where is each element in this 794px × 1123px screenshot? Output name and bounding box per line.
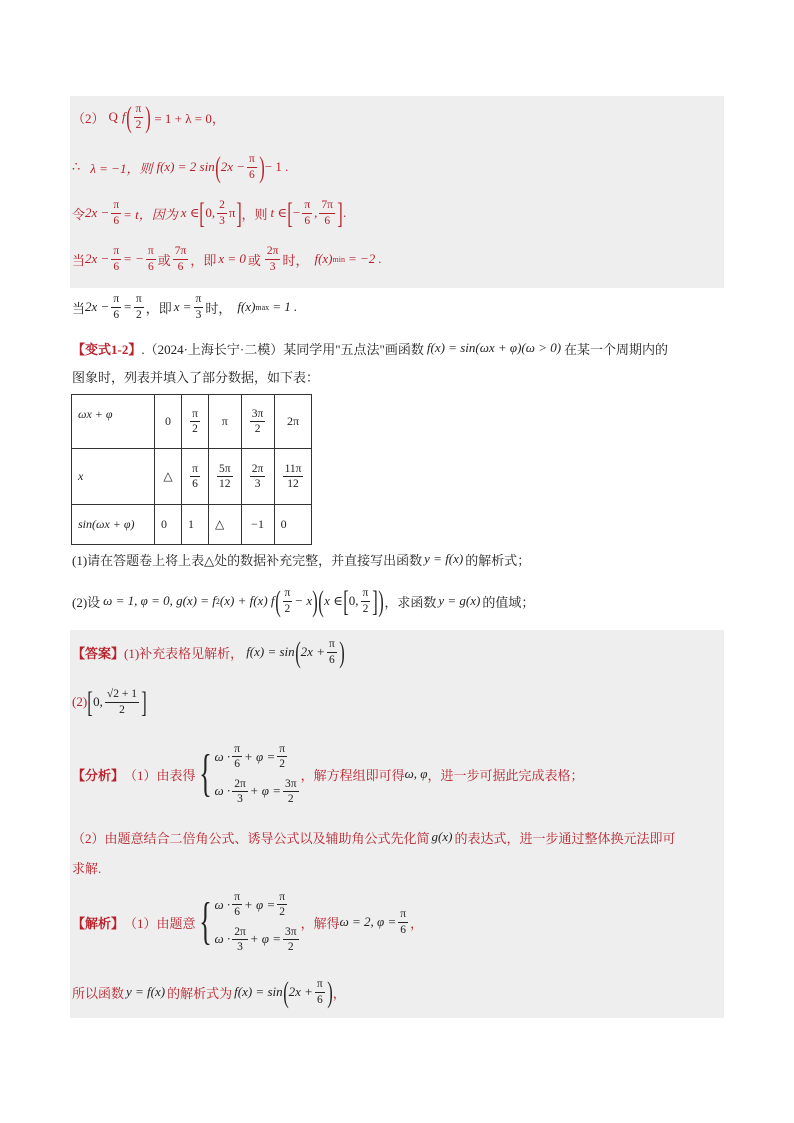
prev-line-5: 当 2x − $\frac{\pi}{6}$ = $\frac{\pi}{2}$ ，即 x = $\frac{\pi}{3}$ 时， f(x) max = 1 . bbox=[72, 293, 298, 321]
table-cell: $\frac{2\pi}{3}$ bbox=[241, 449, 274, 505]
answer-panel bbox=[70, 630, 724, 1018]
answer-line-2: (2) [ 0, $\frac{√2 + 1}{2}$ ] bbox=[72, 685, 147, 719]
table-row-label: ωx + φ bbox=[72, 395, 155, 449]
table-cell: △ bbox=[155, 449, 182, 505]
five-point-table bbox=[71, 394, 312, 545]
prev-line-4: 当 2x − $\frac{\pi}{6}$ = − $\frac{\pi}{6}$ 或 $\frac{7\pi}{6}$ ，即 x = 0 或 $\frac{2\pi}{3}$ 时， f(x) min = −2 . bbox=[72, 245, 382, 273]
table-cell: 0 bbox=[155, 395, 182, 449]
table-cell: $\frac{5\pi}{12}$ bbox=[209, 449, 242, 505]
solution-tag: 【解析】 bbox=[72, 915, 125, 931]
table-cell: $\frac{3\pi}{2}$ bbox=[241, 395, 274, 449]
problem-line-2: 图象时，列表并填入了部分数据，如下表： bbox=[72, 369, 320, 385]
table-cell: −1 bbox=[241, 505, 274, 545]
table-cell: 2π bbox=[274, 395, 312, 449]
table-cell: $\frac{\pi}{2}$ bbox=[182, 395, 209, 449]
solution-line-2: 所以函数 y = f(x) 的解析式为 f(x) = sin ( 2x + $\frac{\pi}{6}$ ) ， bbox=[72, 975, 346, 1009]
answer-tag: 【答案】 bbox=[72, 645, 125, 661]
table-cell: 1 bbox=[182, 505, 209, 545]
table-cell: 0 bbox=[274, 505, 312, 545]
variant-tag: 【变式1-2】 bbox=[72, 341, 142, 357]
table-cell: $\frac{11\pi}{12}$ bbox=[274, 449, 312, 505]
prev-line-3: 令 2x − $\frac{\pi}{6}$ = t，因为 x ∈ [ 0, $\frac{2}{3}$ π ] ，则 t ∈ [ − $\frac{\pi}{6}$ , $\frac{7\pi}{6}$ ] . bbox=[72, 196, 347, 230]
analysis-tag: 【分析】 bbox=[72, 767, 125, 783]
table-cell: π bbox=[209, 395, 242, 449]
table-cell: 0 bbox=[155, 505, 182, 545]
table-row-label: sin(ωx + φ) bbox=[72, 505, 155, 545]
table-row-label: x bbox=[72, 449, 155, 505]
question-1: (1)请在答题卷上将上表△处的数据补充完整，并直接写出函数 y = f(x) 的解析式； bbox=[72, 551, 531, 568]
answer-line-1: 【答案】 (1)补充表格见解析， f(x) = sin ( 2x + $\frac{\pi}{6}$ ) bbox=[72, 635, 345, 669]
prev-line-2: ∴ λ = −1，则 f(x) = 2 sin ( 2x − $\frac{\pi}{6}$ ) − 1 . bbox=[72, 150, 289, 184]
prev-line-1: （2） Q f ( $\frac{\pi}{2}$ ) = 1 + λ = 0， bbox=[72, 100, 225, 134]
analysis-line-3: 求解. bbox=[72, 860, 102, 876]
table-cell: △ bbox=[209, 505, 242, 545]
analysis-line-1: 【分析】 （1）由表得 { ω · $\frac{\pi}{6}$ + φ = $\frac{\pi}{2}$ ω · $\frac{2\pi}{3}$ + φ = $\frac{3\pi}{2}$ ，解方程组即可得 ω, φ ，进一步可据此完成表格； bbox=[72, 743, 584, 805]
problem-line-1: 【变式1-2】 .（2024·上海长宁·二模）某同学用"五点法"画函数 f(x) = sin(ωx + φ)(ω > 0) 在某一个周期内的 bbox=[72, 340, 669, 357]
table-cell: $\frac{\pi}{6}$ bbox=[182, 449, 209, 505]
analysis-line-2: （2）由题意结合二倍角公式、诱导公式以及辅助角公式先化简 g(x) 的表达式，进一步通过整体换元法即可 bbox=[72, 829, 676, 846]
question-2: (2)设 ω = 1, φ = 0, g(x) = f 2 (x) + f(x) f ( $\frac{\pi}{2}$ − x ) ( x ∈ [ 0, $\frac{\pi}{2}$ ] ) ，求函数 y = g(x) 的值域； bbox=[72, 584, 535, 618]
solution-line-1: 【解析】 （1）由题意 { ω · $\frac{\pi}{6}$ + φ = $\frac{\pi}{2}$ ω · $\frac{2\pi}{3}$ + φ = $\frac{3\pi}{2}$ ，解得 ω = 2, φ = $\frac{\pi}{6}$ ， bbox=[72, 891, 424, 953]
